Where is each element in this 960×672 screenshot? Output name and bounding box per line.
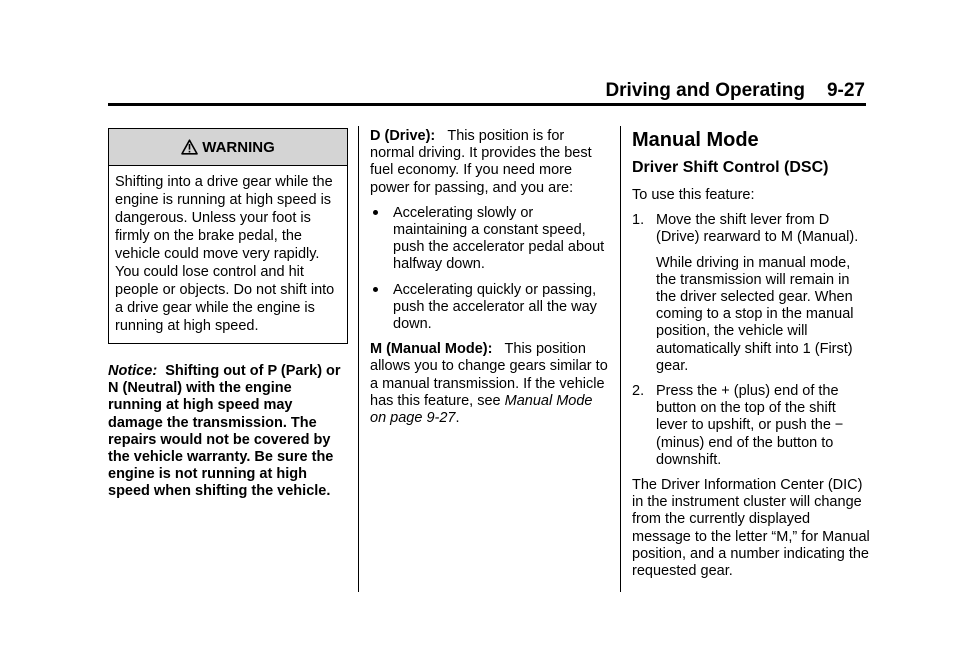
drive-text: This position is for normal driving. It provides the best fuel economy. If you need more power for passing, and you are: (370, 128, 592, 196)
column-divider (620, 126, 621, 592)
bullet-icon (373, 210, 378, 215)
step-number: 2. (632, 383, 645, 400)
header-rule (108, 103, 866, 106)
closing-paragraph: The Driver Information Center (DIC) in the instrument cluster will change from the currently displayed message to the letter “M,” for Manual position, and a number indicating the requested gear. (632, 477, 870, 580)
column-middle (370, 128, 610, 427)
step-number: 1. (632, 212, 645, 229)
bullet-icon (373, 287, 378, 292)
warning-title: WARNING (202, 139, 275, 156)
steps-list (632, 212, 870, 469)
step-text: Move the shift lever from D (Drive) rearward to M (Manual). (656, 212, 859, 246)
manual-mode-term: M (Manual Mode): (370, 341, 493, 358)
manual-mode-position-paragraph (370, 341, 610, 427)
drive-bullet-list (370, 205, 610, 333)
warning-header (109, 129, 347, 166)
column-right (632, 128, 870, 580)
notice-text: Shifting out of P (Park) or N (Neutral) with the engine running at high speed may damage the transmission. The repairs would not be covered by the vehicle warranty. Be sure the engine is not running at high speed when shifting the vehicle. (108, 363, 341, 500)
step-text: Press the + (plus) end of the button on the top of the shift lever to upshift, or push the − (minus) end of the button to downshift. (656, 383, 844, 468)
page-number: 9-27 (826, 80, 865, 101)
section-title: Driving and Operating (605, 80, 805, 101)
notice-paragraph (108, 363, 348, 501)
column-divider (358, 126, 359, 592)
warning-text: Shifting into a drive gear while the engine is running at high speed is dangerous. Unless your foot is firmly on the brake pedal, the vehicle could move very rapidly. You could lose control and hit people or objects. Do not shift into a drive gear while the engine is running at high speed. (115, 174, 335, 334)
column-left (108, 128, 348, 501)
step-detail: While driving in manual mode, the transmission will remain in the driver selected gear. When coming to a stop in the manual position, the vehicle will automatically shift into 1 (First) gear. (656, 254, 854, 374)
page-header (0, 80, 865, 102)
list-item (632, 212, 870, 375)
section-heading: Manual Mode (632, 129, 759, 151)
list-item (370, 205, 610, 274)
subsection-heading: Driver Shift Control (DSC) (632, 159, 829, 176)
bullet-text: Accelerating quickly or passing, push the accelerator all the way down. (393, 281, 597, 333)
sentence-end: . (455, 410, 460, 427)
warning-triangle-icon (181, 139, 198, 155)
manual-mode-text: This position allows you to change gears similar to a manual transmission. If the vehicle has this feature, see (370, 341, 608, 409)
cross-reference-link[interactable]: Manual Mode on page 9-27 (370, 392, 593, 427)
notice-label: Notice: (108, 363, 158, 379)
list-item (370, 282, 610, 334)
intro-text: To use this feature: (632, 187, 755, 203)
warning-box (108, 128, 348, 344)
bullet-text: Accelerating slowly or maintaining a constant speed, push the accelerator pedal about halfway down. (393, 204, 605, 273)
drive-paragraph (370, 128, 610, 197)
drive-term: D (Drive): (370, 128, 436, 144)
list-item (632, 383, 870, 469)
